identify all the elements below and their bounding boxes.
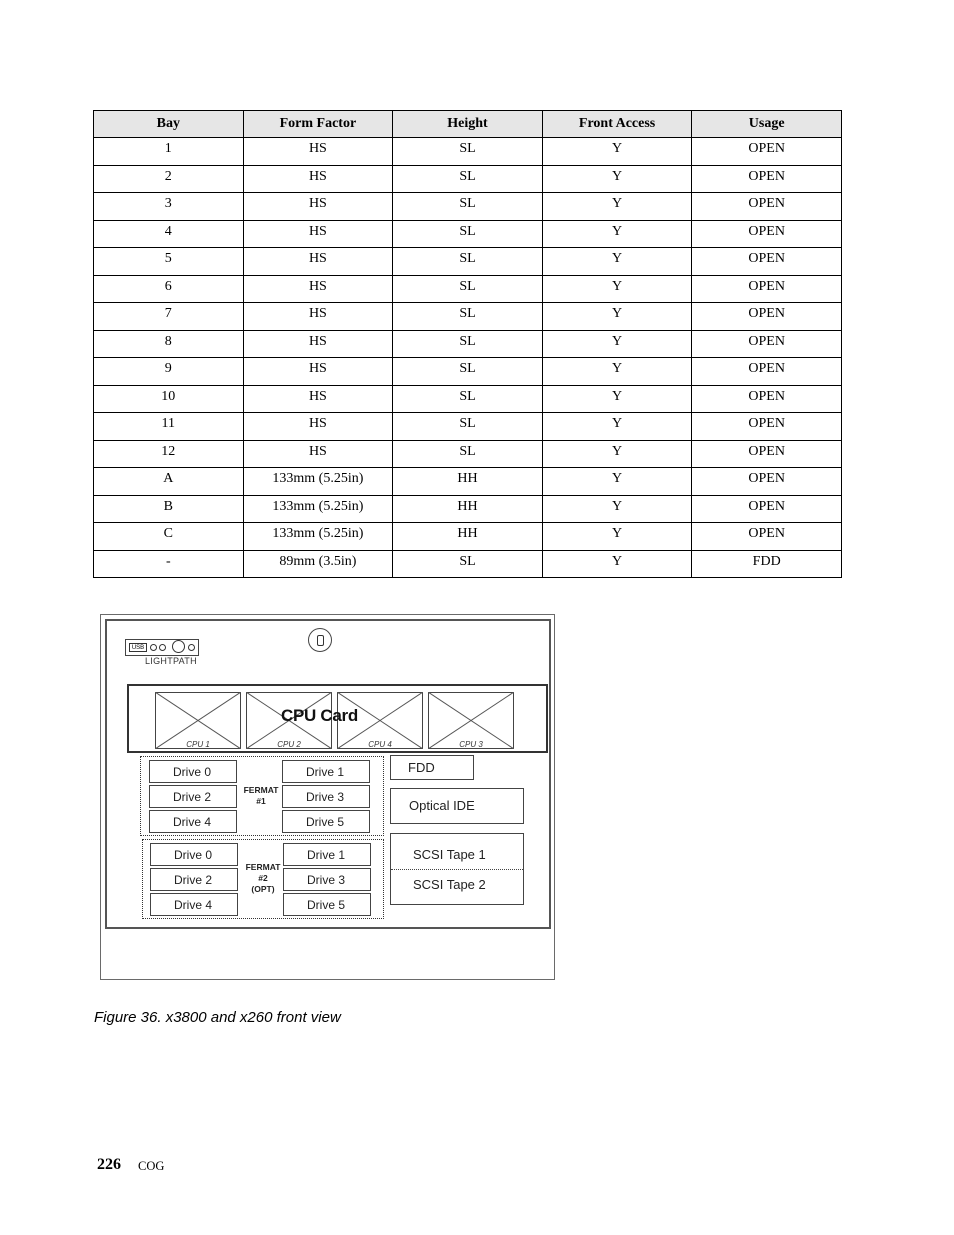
table-row	[94, 468, 842, 496]
cpu-label: CPU 4	[368, 740, 392, 749]
table-cell: HS	[243, 248, 393, 276]
table-cell: 9	[94, 358, 244, 386]
led-icon	[150, 644, 157, 651]
table-cell: SL	[393, 550, 543, 578]
table-row	[94, 413, 842, 441]
drive-bay: Drive 4	[149, 810, 237, 833]
table-cell: 3	[94, 193, 244, 221]
page-number: 226	[97, 1156, 121, 1173]
table-cell: HS	[243, 413, 393, 441]
table-cell: 10	[94, 385, 244, 413]
figure-caption: Figure 36. x3800 and x260 front view	[94, 1009, 341, 1026]
table-row	[94, 550, 842, 578]
table-cell: HS	[243, 358, 393, 386]
table-row	[94, 220, 842, 248]
optical-ide-bay: Optical IDE	[390, 788, 524, 824]
drive-bay: Drive 2	[150, 868, 238, 891]
table-cell: OPEN	[692, 248, 842, 276]
table-cell: Y	[542, 358, 692, 386]
drive-bay: Drive 2	[149, 785, 237, 808]
table-cell: 2	[94, 165, 244, 193]
bay-table	[93, 110, 842, 578]
lightpath-panel	[125, 639, 199, 656]
cpu-label: CPU 2	[277, 740, 301, 749]
table-cell: C	[94, 523, 244, 551]
chassis-outline	[105, 619, 551, 929]
scsi-tape-2-label: SCSI Tape 2	[413, 877, 486, 892]
table-cell: Y	[542, 440, 692, 468]
table-cell: Y	[542, 138, 692, 166]
table-row	[94, 385, 842, 413]
fdd-bay: FDD	[390, 755, 474, 780]
table-body	[94, 138, 842, 578]
table-cell: Y	[542, 385, 692, 413]
table-row	[94, 330, 842, 358]
document-name: COG	[138, 1159, 165, 1173]
table-cell: HH	[393, 495, 543, 523]
table-cell: B	[94, 495, 244, 523]
table-row	[94, 495, 842, 523]
table-cell: HS	[243, 330, 393, 358]
table-cell: Y	[542, 523, 692, 551]
table-cell: SL	[393, 248, 543, 276]
table-header-row	[94, 111, 842, 138]
table-cell: OPEN	[692, 385, 842, 413]
drive-bay: Drive 5	[282, 810, 370, 833]
table-cell: OPEN	[692, 468, 842, 496]
table-cell: Y	[542, 220, 692, 248]
table-cell: Y	[542, 193, 692, 221]
table-row	[94, 523, 842, 551]
table-cell: OPEN	[692, 440, 842, 468]
table-cell: HS	[243, 440, 393, 468]
table-cell: OPEN	[692, 358, 842, 386]
table-cell: Y	[542, 275, 692, 303]
table-cell: OPEN	[692, 165, 842, 193]
cpu-socket	[428, 692, 514, 749]
lightpath-button-icon	[172, 640, 185, 653]
table-cell: HS	[243, 193, 393, 221]
fermat-2-group	[142, 839, 384, 919]
table-cell: 1	[94, 138, 244, 166]
table-cell: OPEN	[692, 220, 842, 248]
table-cell: SL	[393, 358, 543, 386]
table-cell: HS	[243, 165, 393, 193]
column-header: Bay	[94, 111, 244, 138]
drive-bay: Drive 5	[283, 893, 371, 916]
table-cell: SL	[393, 138, 543, 166]
table-cell: Y	[542, 413, 692, 441]
table-cell: SL	[393, 440, 543, 468]
table-cell: OPEN	[692, 138, 842, 166]
drive-bay: Drive 1	[282, 760, 370, 783]
table-cell: 7	[94, 303, 244, 331]
drive-bay: Drive 0	[149, 760, 237, 783]
table-cell: HH	[393, 468, 543, 496]
power-button-icon	[308, 628, 332, 652]
table-cell: A	[94, 468, 244, 496]
table-cell: 89mm (3.5in)	[243, 550, 393, 578]
drive-bay: Drive 0	[150, 843, 238, 866]
table-cell: SL	[393, 275, 543, 303]
table-cell: Y	[542, 550, 692, 578]
table-cell: SL	[393, 193, 543, 221]
table-cell: Y	[542, 330, 692, 358]
table-cell: Y	[542, 303, 692, 331]
table-cell: 12	[94, 440, 244, 468]
cpu-label: CPU 3	[459, 740, 483, 749]
table-cell: HS	[243, 303, 393, 331]
table-cell: OPEN	[692, 413, 842, 441]
fermat-2-label: FERMAT #2 (OPT)	[245, 862, 281, 894]
table-cell: SL	[393, 220, 543, 248]
table-cell: HS	[243, 385, 393, 413]
table-cell: Y	[542, 495, 692, 523]
led-icon	[188, 644, 195, 651]
lightpath-label: LIGHTPATH	[145, 656, 197, 666]
table-cell: SL	[393, 165, 543, 193]
table-cell: 5	[94, 248, 244, 276]
table-cell: OPEN	[692, 275, 842, 303]
column-header: Usage	[692, 111, 842, 138]
table-cell: OPEN	[692, 303, 842, 331]
cpu-card-title: CPU Card	[281, 706, 358, 725]
table-row	[94, 358, 842, 386]
fermat-1-group	[140, 756, 384, 836]
column-header: Form Factor	[243, 111, 393, 138]
table-cell: SL	[393, 385, 543, 413]
front-view-figure	[100, 614, 555, 980]
table-cell: HS	[243, 138, 393, 166]
table-cell: OPEN	[692, 495, 842, 523]
table-cell: SL	[393, 303, 543, 331]
usb-port-icon: USB	[129, 643, 147, 652]
table-cell: Y	[542, 468, 692, 496]
table-cell: Y	[542, 165, 692, 193]
led-icon	[159, 644, 166, 651]
table-cell: HS	[243, 220, 393, 248]
table-cell: 133mm (5.25in)	[243, 468, 393, 496]
cpu-card	[127, 684, 548, 753]
drive-bay: Drive 3	[282, 785, 370, 808]
table-cell: HS	[243, 275, 393, 303]
table-row	[94, 248, 842, 276]
table-row	[94, 275, 842, 303]
table-row	[94, 138, 842, 166]
table-cell: OPEN	[692, 193, 842, 221]
table-cell: -	[94, 550, 244, 578]
drive-bay: Drive 4	[150, 893, 238, 916]
table-cell: 133mm (5.25in)	[243, 523, 393, 551]
table-cell: 6	[94, 275, 244, 303]
table-cell: SL	[393, 330, 543, 358]
table-cell: 133mm (5.25in)	[243, 495, 393, 523]
table-cell: 4	[94, 220, 244, 248]
table-row	[94, 193, 842, 221]
table-row	[94, 440, 842, 468]
fermat-1-label: FERMAT #1	[243, 785, 279, 806]
column-header: Height	[393, 111, 543, 138]
column-header: Front Access	[542, 111, 692, 138]
table-cell: OPEN	[692, 523, 842, 551]
table-row	[94, 165, 842, 193]
table-cell: OPEN	[692, 330, 842, 358]
tape-divider	[391, 869, 523, 870]
table-cell: HH	[393, 523, 543, 551]
table-cell: SL	[393, 413, 543, 441]
table-row	[94, 303, 842, 331]
cpu-label: CPU 1	[186, 740, 210, 749]
table-cell: 11	[94, 413, 244, 441]
table-cell: 8	[94, 330, 244, 358]
scsi-tape-1-label: SCSI Tape 1	[413, 847, 486, 862]
table-cell: FDD	[692, 550, 842, 578]
cpu-socket	[155, 692, 241, 749]
scsi-tape-bays	[390, 833, 524, 905]
drive-bay: Drive 3	[283, 868, 371, 891]
table-cell: Y	[542, 248, 692, 276]
drive-bay: Drive 1	[283, 843, 371, 866]
